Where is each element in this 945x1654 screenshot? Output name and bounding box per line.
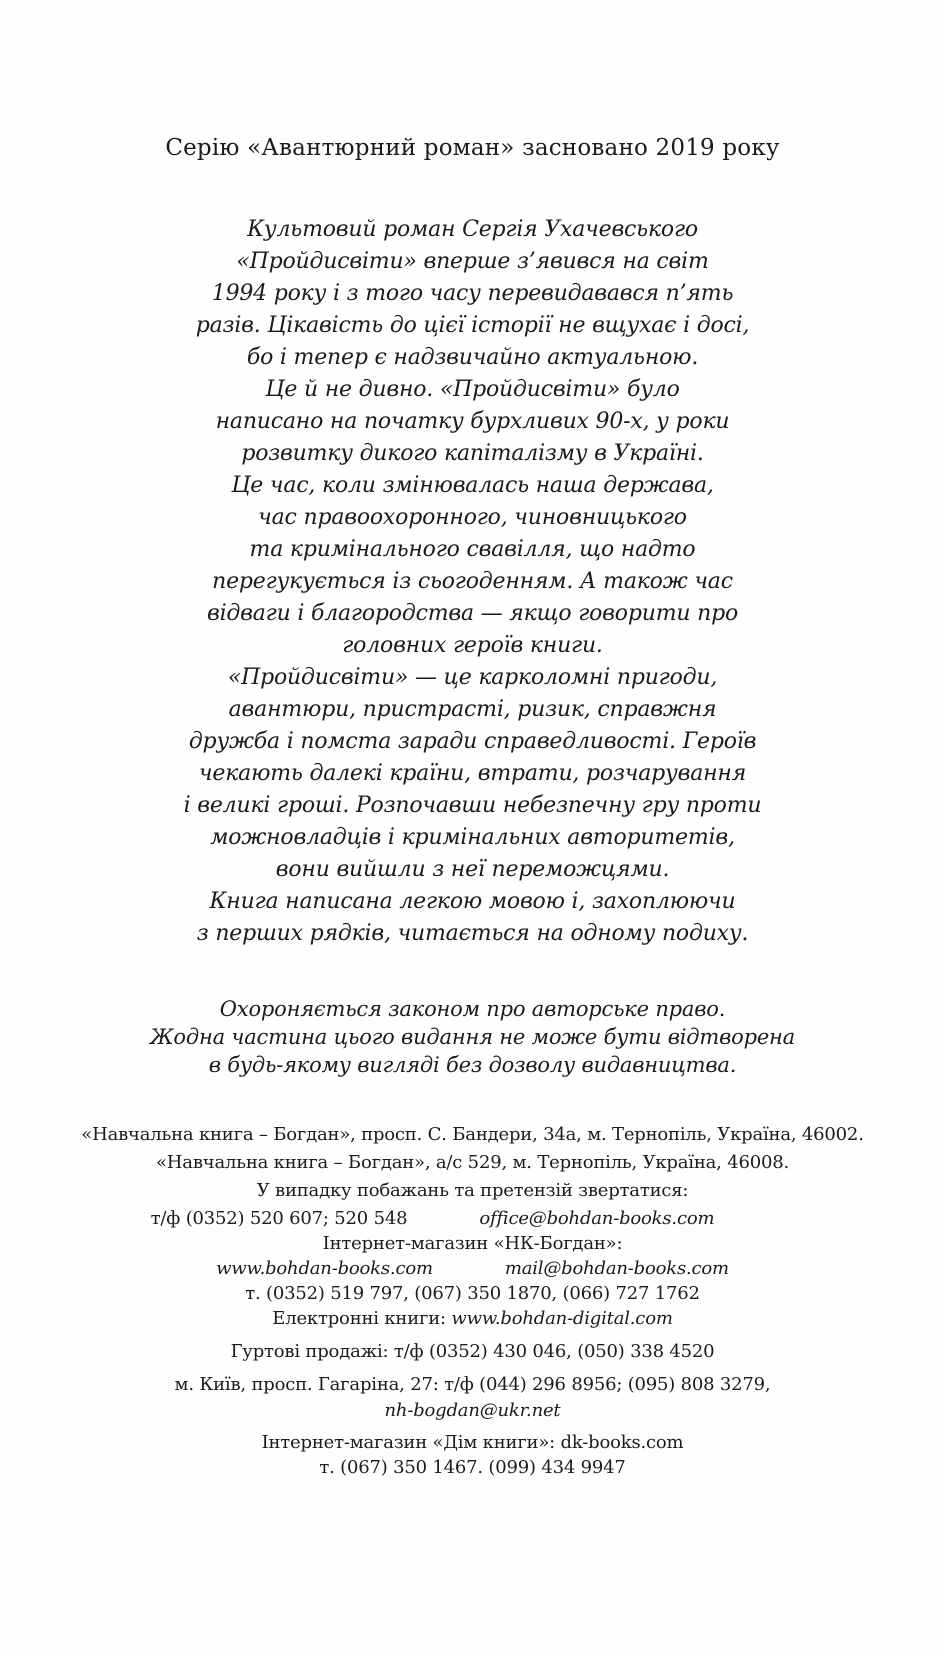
publisher-address-ternopil: «Навчальна книга – Богдан», просп. С. Бандери, 34а, м. Тернопіль, Україна, 46002.	[81, 1124, 864, 1145]
annotation-line: вони вийшли з неї переможцями.	[275, 857, 670, 882]
annotation-line: перегукується із сьогоденням. А також час	[212, 569, 733, 594]
copyright-line: в будь-якому вигляді без дозволу видавництва.	[208, 1053, 737, 1077]
annotation-line: з перших рядків, читається на одному подиху.	[196, 921, 749, 946]
wholesale-line: Гуртові продажі: т/ф (0352) 430 046, (050) 338 4520	[230, 1341, 715, 1362]
copyright-notice	[0, 995, 945, 1079]
annotation-line: розвитку дикого капіталізму в Україні.	[241, 441, 704, 466]
annotation-line: час правоохоронного, чиновницького	[258, 505, 687, 530]
annotation-block	[0, 214, 945, 950]
feedback-note: У випадку побажань та претензій звертатися:	[256, 1180, 689, 1201]
annotation-line: і великі гроші. Розпочавши небезпечну гру проти	[183, 793, 762, 818]
annotation-line: 1994 року і з того часу перевидавався п’ять	[211, 281, 734, 306]
store-links-row	[0, 1256, 945, 1281]
online-store-title: Інтернет-магазин «НК-Богдан»:	[322, 1233, 623, 1254]
wholesale-block	[0, 1339, 945, 1365]
annotation-line: чекають далекі країни, втрати, розчарування	[198, 761, 747, 786]
annotation-line: написано на початку бурхливих 90-х, у роки	[215, 409, 730, 434]
annotation-line: можновладців і кримінальних авторитетів,	[210, 825, 735, 850]
publisher-address-block	[0, 1121, 945, 1233]
online-store-block	[0, 1231, 945, 1331]
series-note: Серію «Авантюрний роман» засновано 2019 року	[165, 135, 780, 161]
copyright-line: Жодна частина цього видання не може бути відтворена	[150, 1025, 795, 1049]
office-email: office@bohdan-books.com	[479, 1208, 715, 1229]
annotation-line: Книга написана легкою мовою і, захоплюючи	[209, 889, 736, 914]
annotation-line: «Пройдисвіти» — це карколомні пригоди,	[227, 665, 718, 690]
annotation-line: Це час, коли змінювалась наша держава,	[231, 473, 714, 498]
annotation-line: та кримінального свавілля, що надто	[249, 537, 696, 562]
store-website: www.bohdan-books.com	[216, 1258, 433, 1279]
kyiv-office-block	[0, 1372, 945, 1424]
annotation-line: дружба і помста заради справедливості. Героїв	[188, 729, 757, 754]
kyiv-address-line: м. Київ, просп. Гагаріна, 27: т/ф (044) 296 8956; (095) 808 3279,	[174, 1374, 771, 1395]
contact-row	[0, 1205, 945, 1233]
annotation-line: відваги і благородства — якщо говорити про	[206, 601, 739, 626]
ebooks-site: www.bohdan-digital.com	[451, 1308, 673, 1329]
dim-knygy-store-line: Інтернет-магазин «Дім книги»: dk-books.com	[261, 1432, 684, 1453]
ebooks-line	[0, 1306, 945, 1331]
dim-knygy-phones: т. (067) 350 1467. (099) 434 9947	[319, 1457, 626, 1478]
publisher-postbox-address: «Навчальна книга – Богдан», а/с 529, м. Тернопіль, Україна, 46008.	[155, 1152, 790, 1173]
copyright-line: Охороняється законом про авторське право.	[219, 997, 726, 1021]
annotation-line: Це й не дивно. «Пройдисвіти» було	[265, 377, 680, 402]
annotation-line: головних героїв книги.	[342, 633, 603, 658]
store-email: mail@bohdan-books.com	[504, 1258, 729, 1279]
annotation-line: «Пройдисвіти» вперше з’явився на світ	[236, 249, 709, 274]
ebooks-label: Електронні книги:	[272, 1308, 452, 1329]
annotation-line: бо і тепер є надзвичайно актуальною.	[246, 345, 699, 370]
kyiv-email: nh-bogdan@ukr.net	[384, 1400, 561, 1421]
annotation-line: Культовий роман Сергія Ухачевського	[247, 217, 698, 242]
annotation-line: разів. Цікавість до цієї історії не вщухає і досі,	[195, 313, 750, 338]
dim-knygy-block	[0, 1430, 945, 1480]
annotation-line: авантюри, пристрасті, ризик, справжня	[228, 697, 717, 722]
publisher-phone-fax: т/ф (0352) 520 607; 520 548	[150, 1208, 408, 1229]
store-phones: т. (0352) 519 797, (067) 350 1870, (066) 727 1762	[245, 1283, 700, 1304]
